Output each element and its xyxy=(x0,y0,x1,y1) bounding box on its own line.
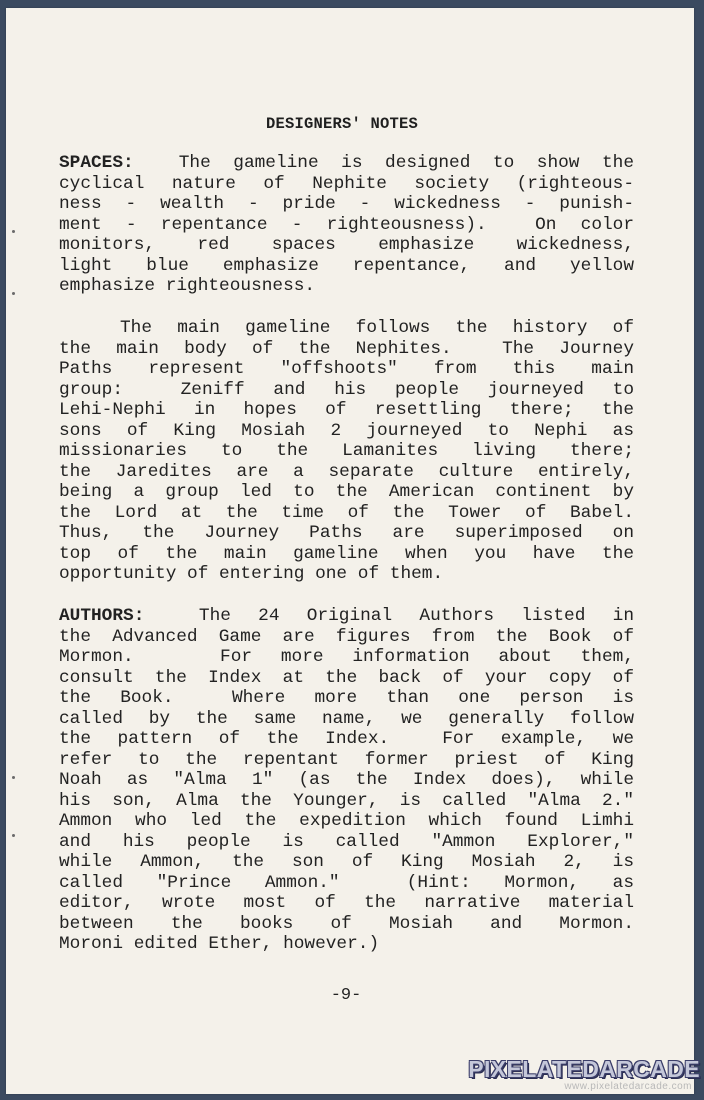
authors-paragraph: AUTHORS: The 24 Original Authors listed in the Advanced Game are figures from the Book of Mormon. For more information about them, consult the Index at the back of your copy of the Book. Where more than one person is called by the same name, we generally follow the pattern of the Index. For example, we refer to the repentant former priest of King Noah as "Alma 1" (as the Index does), while his son, Alma the Younger, is called "Alma 2." Ammon who led the expedition which found Limhi and his people is called "Ammon Explorer," while Ammon, the son of King Mosiah 2, is called "Prince Ammon." (Hint: Mormon, as editor, wrote most of the narrative material between the books of Mosiah and Mormon. Moroni edited Ether, however.) xyxy=(59,606,634,954)
watermark-url: www.pixelatedarcade.com xyxy=(564,1081,692,1092)
watermark xyxy=(468,1057,700,1092)
watermark-brand: PIXELATEDARCADE xyxy=(468,1056,700,1082)
binding-mark xyxy=(12,834,15,837)
binding-mark xyxy=(12,230,15,233)
manual-page xyxy=(6,8,694,1094)
binding-mark xyxy=(12,292,15,295)
page-heading: DESIGNERS' NOTES xyxy=(265,115,419,133)
spaces-paragraph: SPACES: The gameline is designed to show the cyclical nature of Nephite society (righteous- ness - wealth - pride - wickedness - punish- ment - repentance - righteousness). On color monitors, red spaces emphasize wickedness, light blue emphasize repentance, and yellow emphasize righteousness. xyxy=(59,153,634,296)
spaces-label: SPACES: xyxy=(59,153,134,173)
binding-mark xyxy=(12,776,15,779)
page-number: -9- xyxy=(330,986,362,1005)
authors-label: AUTHORS: xyxy=(59,606,145,626)
journey-paths-paragraph: The main gameline follows the history of the main body of the Nephites. The Journey Paths represent "offshoots" from this main group: Zeniff and his people journeyed to Lehi-Nephi in hopes of resettling there; the sons of King Mosiah 2 journeyed to Nephi as missionaries to the Lamanites living there; the Jaredites are a separate culture entirely, being a group led to the American continent by the Lord at the time of the Tower of Babel. Thus, the Journey Paths are superimposed on top of the main gameline when you have the opportunity of entering one of them. xyxy=(59,318,634,584)
